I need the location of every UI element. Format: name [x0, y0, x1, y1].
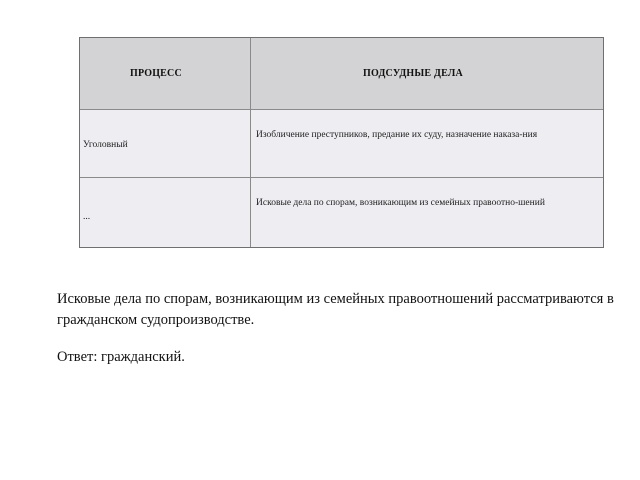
- table-row: [80, 178, 603, 247]
- header-cases: ПОДСУДНЫЕ ДЕЛА: [363, 68, 463, 79]
- cell-cases: Изобличение преступников, предание их суду, назначение наказа-ния: [256, 130, 538, 140]
- header-process: ПРОЦЕСС: [130, 68, 182, 79]
- cell-process: ...: [83, 212, 91, 222]
- explanation-text: Исковые дела по спорам, возникающим из семейных правоотношений рассматриваются в гражданском судопроизводстве.: [57, 291, 614, 328]
- cell-cases: Исковые дела по спорам, возникающим из семейных правоотно-шений: [256, 198, 545, 208]
- column-divider: [250, 38, 251, 247]
- answer-text: Ответ: гражданский.: [57, 349, 185, 365]
- table-row: [80, 110, 603, 178]
- table-header-row: [80, 38, 603, 110]
- process-table: [79, 37, 604, 248]
- cell-process: Уголовный: [83, 140, 128, 150]
